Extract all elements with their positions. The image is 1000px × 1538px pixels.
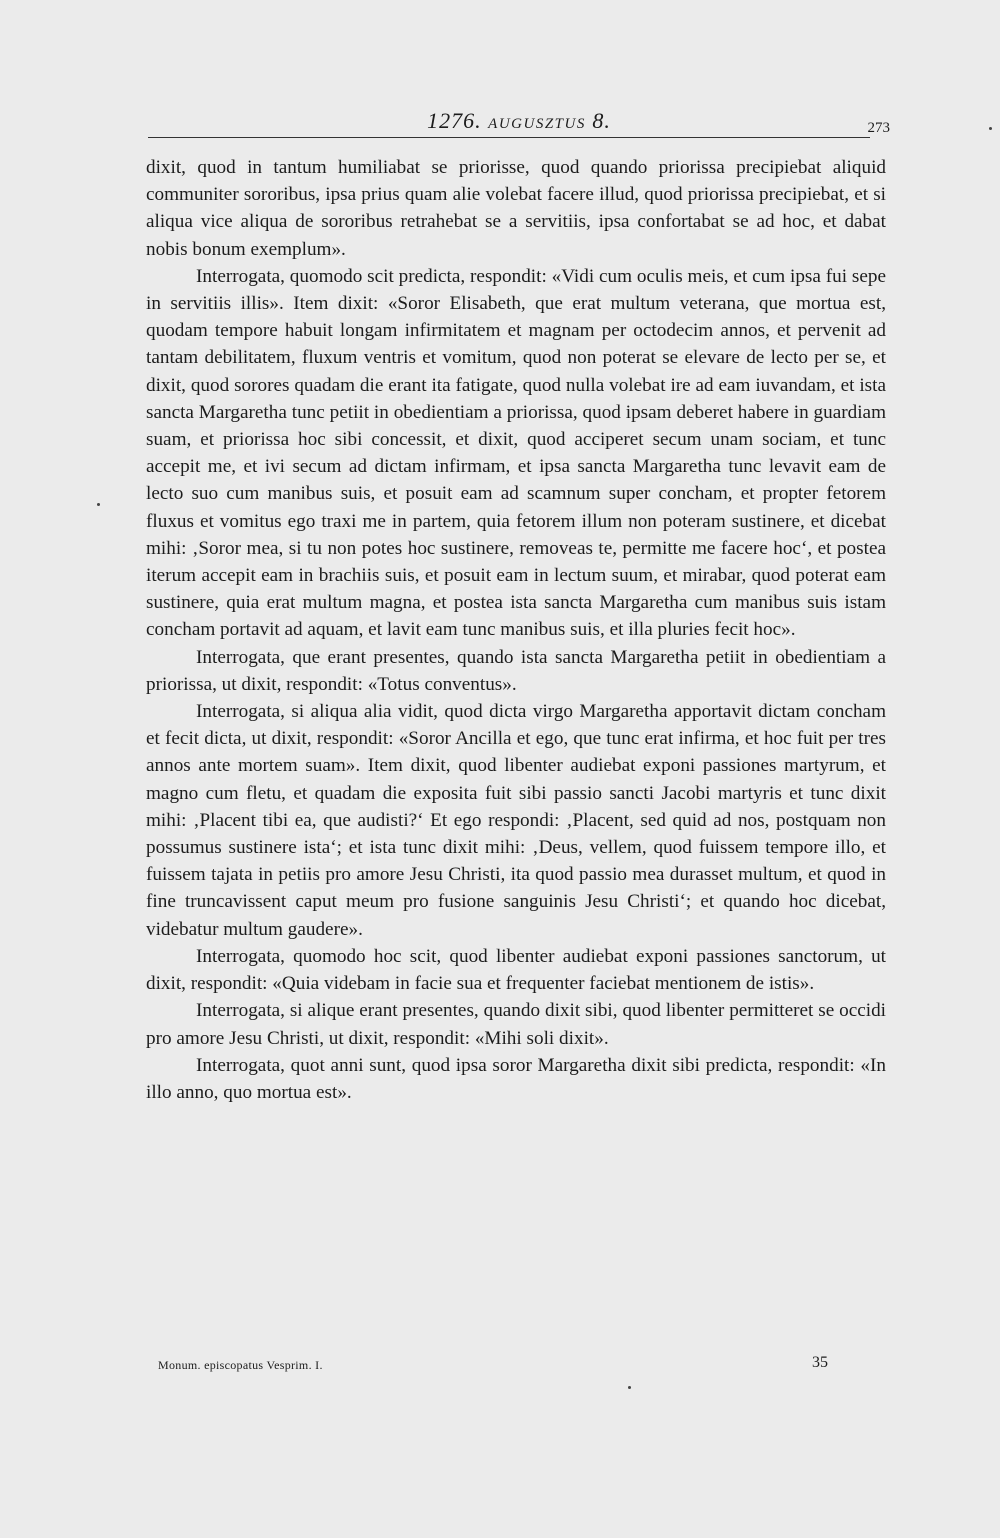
paragraph: Interrogata, si alique erant presentes, quando dixit sibi, quod libenter permitteret se occidi pro amore Jesu Christi, ut dixit, respondit: «Mihi soli dixit». xyxy=(146,1000,886,1049)
header-rule xyxy=(148,137,870,138)
ink-speck xyxy=(989,127,992,130)
header-month: AUGUSZTUS xyxy=(488,116,586,132)
body-text xyxy=(146,154,886,1106)
header-day: 8. xyxy=(592,108,611,133)
paragraph: Interrogata, quot anni sunt, quod ipsa soror Margaretha dixit sibi predicta, respondit: «In illo anno, quo mortua est». xyxy=(146,1054,886,1103)
page-footer xyxy=(158,1354,828,1378)
signature-mark: 35 xyxy=(812,1354,828,1371)
footer-source: Monum. episcopatus Vesprim. I. xyxy=(158,1358,323,1372)
paragraph: dixit, quod in tantum humiliabat se priorisse, quod quando priorissa precipiebat aliquid communiter sororibus, ipsa prius quam alie volebat facere illud, quod priorissa precipiebat, et si aliqua vice aliqua de sororibus retrahebat se a servitiis, ipsa confortabat se ad hoc, et dabat nobis bonum exemplum». xyxy=(146,157,886,260)
ink-speck xyxy=(628,1386,631,1389)
header-date xyxy=(148,108,890,134)
running-header xyxy=(148,108,890,140)
page-number: 273 xyxy=(867,120,890,136)
paragraph: Interrogata, quomodo scit predicta, respondit: «Vidi cum oculis meis, et cum ipsa fui sepe in servitiis illis». Item dixit: «Soror Elisabeth, que erat multum veterana, que mortua est, quodam tempore habuit longam infirmitatem et magnam per octodecim annos, et pervenit ad tantam debilitatem, fluxum ventris et vomitum, quod non poterat se elevare de lecto per se, et dixit, quod sorores quadam die erant ita fatigate, quod nulla volebat ire ad eam iuvandam, et ista sancta Margaretha tunc petiit in obedientiam a priorissa, quod ipsam deberet habere in guardiam suam, et priorissa hoc sibi concessit, et dixit, quod acciperet secum unam sociam, et tunc accepit me, et ivi secum ad dictam infirmam, et ipsa sancta Margaretha tunc levavit eam de lecto suo cum manibus suis, et posuit eam ad scamnum super concham, et propter fetorem fluxus et vomitus ego traxi me in partem, quia fetorem illum non poteram sustinere, et dicebat mihi: ‚Soror mea, si tu non potes hoc sustinere, removeas te, permitte me facere hoc‘, et postea iterum accepit eam in brachiis suis, et posuit eam in lectum suum, et mirabar, quod poterat eam sustinere, quia erat multum magna, et postea ista sancta Margaretha cum manibus suis istam concham portavit ad aquam, et lavit eam tunc manibus suis, et illa pluries fecit hoc». xyxy=(146,265,886,641)
paragraph: Interrogata, quomodo hoc scit, quod libenter audiebat exponi passiones sanctorum, ut dixit, respondit: «Quia videbam in facie sua et frequenter faciebat mentionem de istis». xyxy=(146,945,886,995)
header-year: 1276. xyxy=(427,108,482,133)
paragraph: Interrogata, que erant presentes, quando ista sancta Margaretha petiit in obedientiam a priorissa, ut dixit, respondit: «Totus conventus». xyxy=(146,646,886,695)
paragraph: Interrogata, si aliqua alia vidit, quod dicta virgo Margaretha apportavit dictam concham et fecit dicta, ut dixit, respondit: «Soror Ancilla et ego, que tunc erat infirma, et hoc fuit per tres annos ante mortem suam». Item dixit, quod libenter audiebat exponi passiones martyrum, et magno cum fletu, et quadam die exposita fuit sibi passio sancti Jacobi martyris et tunc dixit mihi: ‚Placent tibi ea, que audisti?‘ Et ego respondi: ‚Placent, sed quid ad nos, postquam non possumus sustinere ista‘; et ista tunc dixit mihi: ‚Deus, vellem, quod fuissem tempore illo, et fuissem tajata in petiis pro amore Jesu Christi, ita quod passio mea durasset multum, et quod in fine truncavissent caput meum pro fusione sanguinis Jesu Christi‘; et quando hoc dicebat, videbatur multum gaudere». xyxy=(146,701,886,940)
ink-speck xyxy=(97,503,100,506)
